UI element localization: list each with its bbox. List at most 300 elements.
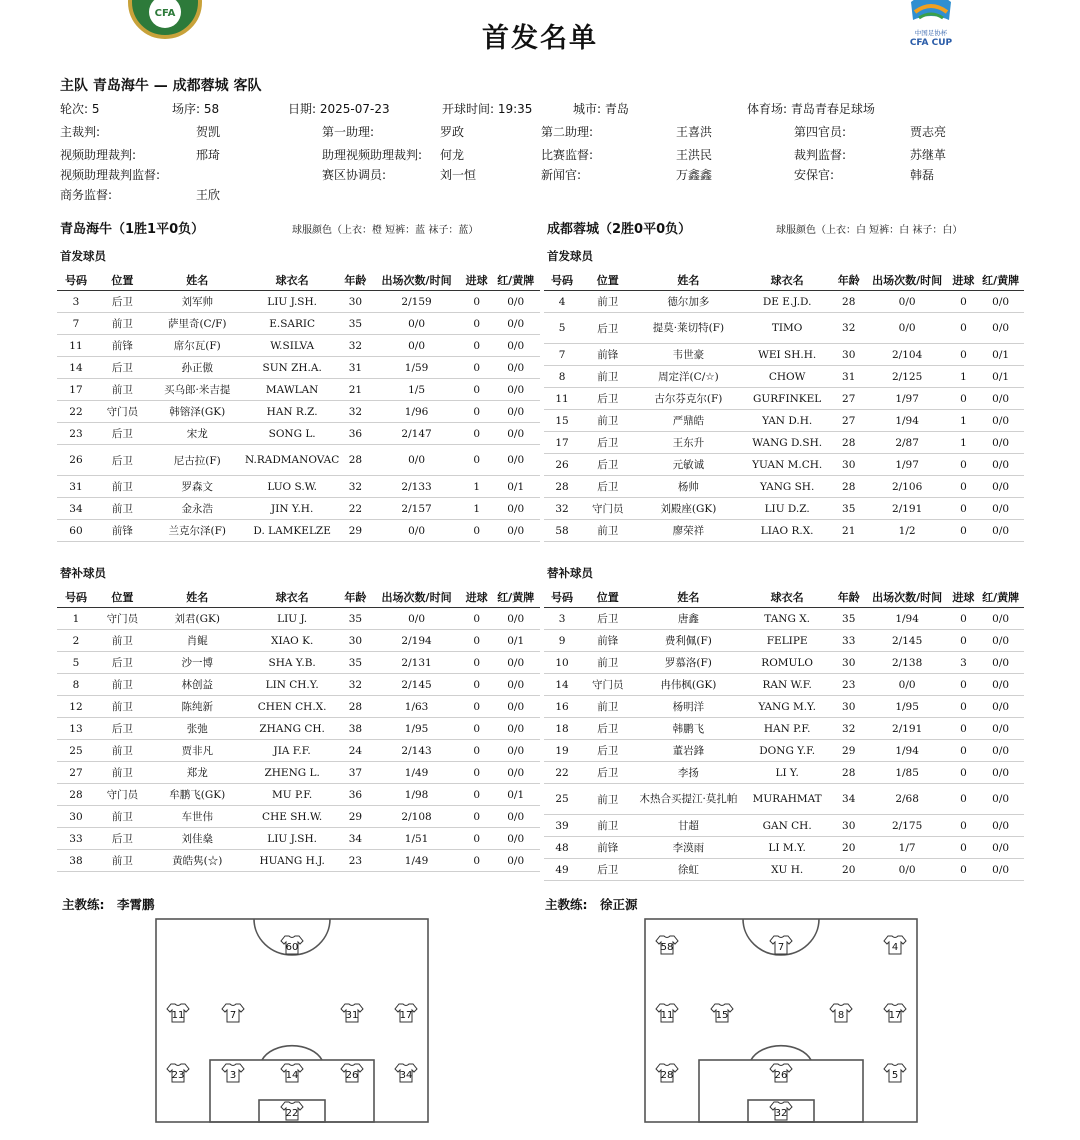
column-header-cards: 红/黄牌 — [977, 270, 1024, 291]
cell-position: 后卫 — [95, 652, 150, 674]
cell-cards: 0/0 — [491, 335, 540, 357]
official-label: 裁判监督: — [794, 148, 847, 162]
cell-goals: 1 — [950, 432, 978, 454]
official-label: 第二助理: — [541, 125, 594, 139]
cell-number: 11 — [57, 335, 95, 357]
cell-position: 守门员 — [580, 498, 635, 520]
cell-goals: 0 — [950, 784, 978, 815]
page-title: 首发名单 — [482, 23, 598, 54]
cell-cards: 0/0 — [977, 476, 1024, 498]
player-shirt-icon — [711, 1004, 733, 1022]
cell-shirt-name: WEI SH.H. — [742, 344, 833, 366]
cell-apps: 2/157 — [371, 498, 462, 520]
table-row — [57, 379, 540, 401]
table-row — [57, 674, 540, 696]
cell-cards: 0/0 — [491, 806, 540, 828]
cell-goals: 0 — [950, 608, 978, 630]
cell-name: 尼古拉(F) — [150, 445, 245, 476]
cell-number: 15 — [544, 410, 580, 432]
cell-number: 10 — [544, 652, 580, 674]
cell-apps: 0/0 — [865, 313, 950, 344]
cell-cards: 0/0 — [491, 313, 540, 335]
cell-shirt-name: JIA F.F. — [245, 740, 340, 762]
cell-age: 29 — [340, 520, 372, 542]
table-row — [544, 388, 1024, 410]
cell-cards: 0/0 — [977, 784, 1024, 815]
cell-name: 刘军帅 — [150, 291, 245, 313]
column-header-position: 位置 — [95, 270, 150, 291]
away-starters-table — [544, 270, 1024, 542]
cell-shirt-name: LIU D.Z. — [742, 498, 833, 520]
column-header-age: 年龄 — [340, 270, 372, 291]
table-row — [57, 401, 540, 423]
cell-shirt-name: GAN CH. — [742, 815, 833, 837]
shirt-number: 28 — [660, 1070, 674, 1081]
cell-name: 张弛 — [150, 718, 245, 740]
cell-position: 后卫 — [95, 445, 150, 476]
cell-position: 前卫 — [95, 674, 150, 696]
official-label: 赛区协调员: — [322, 168, 387, 182]
cell-cards: 0/0 — [977, 454, 1024, 476]
column-header-goals: 进球 — [950, 270, 978, 291]
column-header-name: 姓名 — [635, 587, 741, 608]
cell-shirt-name: LI Y. — [742, 762, 833, 784]
cell-cards: 0/0 — [491, 696, 540, 718]
cell-name: 严鼎皓 — [635, 410, 741, 432]
cell-number: 12 — [57, 696, 95, 718]
cell-name: 车世伟 — [150, 806, 245, 828]
cell-number: 16 — [544, 696, 580, 718]
cell-shirt-name: ROMULO — [742, 652, 833, 674]
cell-shirt-name: LUO S.W. — [245, 476, 340, 498]
column-header-goals: 进球 — [462, 270, 492, 291]
table-row — [57, 476, 540, 498]
table-row — [57, 335, 540, 357]
cell-name: 萨里奇(C/F) — [150, 313, 245, 335]
cell-name: 木热合买提江·莫扎帕 — [635, 784, 741, 815]
cell-apps: 1/5 — [371, 379, 462, 401]
cell-cards: 0/0 — [977, 520, 1024, 542]
cell-shirt-name: SONG L. — [245, 423, 340, 445]
cell-number: 2 — [57, 630, 95, 652]
cell-shirt-name: FELIPE — [742, 630, 833, 652]
table-row — [57, 850, 540, 872]
table-row — [544, 630, 1024, 652]
cell-cards: 0/0 — [491, 498, 540, 520]
kickoff-info: 开球时间: 19:35 — [442, 102, 533, 116]
cell-cards: 0/0 — [491, 357, 540, 379]
cell-position: 后卫 — [580, 388, 635, 410]
cell-age: 27 — [833, 410, 865, 432]
cell-position: 前卫 — [95, 313, 150, 335]
cell-position: 前卫 — [580, 410, 635, 432]
cell-cards: 0/0 — [977, 837, 1024, 859]
table-row — [544, 740, 1024, 762]
cell-position: 守门员 — [580, 674, 635, 696]
cell-position: 后卫 — [580, 313, 635, 344]
cell-name: 董岩鋒 — [635, 740, 741, 762]
cell-age: 32 — [833, 313, 865, 344]
table-row — [57, 357, 540, 379]
cell-cards: 0/0 — [491, 674, 540, 696]
cell-age: 28 — [833, 432, 865, 454]
cell-shirt-name: LIU J. — [245, 608, 340, 630]
cell-position: 后卫 — [580, 859, 635, 881]
column-header-age: 年龄 — [833, 587, 865, 608]
penalty-arc — [262, 1046, 322, 1060]
table-row — [57, 718, 540, 740]
away-coach: 主教练: 徐正源 — [545, 897, 638, 912]
official-value: 万鑫鑫 — [676, 168, 713, 182]
cell-goals: 0 — [950, 674, 978, 696]
cell-apps: 2/175 — [865, 815, 950, 837]
cell-name: 提莫·莱切特(F) — [635, 313, 741, 344]
cell-number: 5 — [57, 652, 95, 674]
cell-name: 冉伟枫(GK) — [635, 674, 741, 696]
cell-cards: 0/0 — [977, 313, 1024, 344]
cell-cards: 0/0 — [977, 291, 1024, 313]
shirt-number: 26 — [345, 1070, 359, 1081]
cell-shirt-name: RAN W.F. — [742, 674, 833, 696]
table-row — [57, 828, 540, 850]
cell-position: 后卫 — [95, 828, 150, 850]
cell-goals: 1 — [462, 498, 492, 520]
table-row — [57, 498, 540, 520]
cell-age: 30 — [833, 815, 865, 837]
cell-number: 7 — [544, 344, 580, 366]
cell-goals: 0 — [462, 379, 492, 401]
home-team-name: 青岛海牛（1胜1平0负） — [60, 222, 205, 237]
player-shirt-icon — [830, 1004, 852, 1022]
cell-shirt-name: XIAO K. — [245, 630, 340, 652]
cell-position: 前锋 — [95, 335, 150, 357]
home-subs-label: 替补球员 — [60, 566, 106, 580]
cell-name: 金永浩 — [150, 498, 245, 520]
cell-name: 宋龙 — [150, 423, 245, 445]
table-row — [544, 762, 1024, 784]
cell-shirt-name: DE E.J.D. — [742, 291, 833, 313]
table-row — [544, 520, 1024, 542]
cell-apps: 0/0 — [865, 291, 950, 313]
cell-age: 30 — [833, 652, 865, 674]
cell-cards: 0/1 — [491, 630, 540, 652]
cell-apps: 2/131 — [371, 652, 462, 674]
sequence-info: 场序: 58 — [172, 102, 220, 116]
cell-cards: 0/1 — [977, 366, 1024, 388]
cell-cards: 0/0 — [491, 445, 540, 476]
shirt-number: 3 — [229, 1070, 237, 1081]
official-label: 第四官员: — [794, 125, 847, 139]
cell-number: 17 — [544, 432, 580, 454]
cell-age: 35 — [833, 498, 865, 520]
cell-age: 28 — [833, 476, 865, 498]
cell-position: 前卫 — [95, 630, 150, 652]
cell-age: 28 — [833, 291, 865, 313]
table-row — [57, 806, 540, 828]
official-value: 刘一恒 — [440, 168, 477, 182]
cell-cards: 0/0 — [491, 762, 540, 784]
cell-name: 罗慕洛(F) — [635, 652, 741, 674]
cell-shirt-name: YANG SH. — [742, 476, 833, 498]
cell-apps: 2/145 — [865, 630, 950, 652]
cell-number: 11 — [544, 388, 580, 410]
column-header-number: 号码 — [544, 270, 580, 291]
cell-age: 32 — [340, 401, 372, 423]
cell-cards: 0/0 — [491, 291, 540, 313]
shirt-number: 60 — [285, 942, 299, 953]
cell-number: 17 — [57, 379, 95, 401]
official-label: 视频助理裁判: — [60, 148, 137, 162]
cell-cards: 0/1 — [491, 476, 540, 498]
column-header-number: 号码 — [57, 587, 95, 608]
column-header-cards: 红/黄牌 — [977, 587, 1024, 608]
cell-apps: 2/108 — [371, 806, 462, 828]
cell-number: 26 — [544, 454, 580, 476]
cell-number: 39 — [544, 815, 580, 837]
player-shirt-icon — [167, 1064, 189, 1082]
cell-goals: 0 — [462, 740, 492, 762]
cell-name: 刘佳燊 — [150, 828, 245, 850]
table-row — [544, 410, 1024, 432]
away-kit-colors: 球服颜色（上衣：白 短裤：白 袜子：白） — [776, 225, 963, 236]
cell-cards: 0/0 — [977, 410, 1024, 432]
cell-apps: 2/191 — [865, 498, 950, 520]
cell-apps: 2/194 — [371, 630, 462, 652]
cell-name: 韦世豪 — [635, 344, 741, 366]
table-header-row — [544, 270, 1024, 291]
table-row — [544, 476, 1024, 498]
cell-cards: 0/0 — [491, 423, 540, 445]
shirt-number: 31 — [345, 1010, 359, 1021]
cell-apps: 1/49 — [371, 762, 462, 784]
cell-goals: 0 — [462, 445, 492, 476]
official-value: 贾志亮 — [910, 125, 947, 139]
cell-apps: 1/98 — [371, 784, 462, 806]
table-row — [57, 313, 540, 335]
table-row — [544, 454, 1024, 476]
away-formation-pitch — [644, 918, 918, 1123]
home-formation-pitch — [155, 918, 429, 1123]
cell-apps: 0/0 — [371, 520, 462, 542]
cell-name: 牟鹏飞(GK) — [150, 784, 245, 806]
cell-position: 前卫 — [95, 806, 150, 828]
cell-number: 33 — [57, 828, 95, 850]
cell-age: 23 — [340, 850, 372, 872]
table-row — [57, 652, 540, 674]
cell-goals: 0 — [462, 608, 492, 630]
cell-name: 肖鲲 — [150, 630, 245, 652]
cell-position: 前锋 — [95, 520, 150, 542]
cell-position: 前卫 — [95, 476, 150, 498]
cell-apps: 1/94 — [865, 740, 950, 762]
cell-age: 34 — [833, 784, 865, 815]
cell-shirt-name: XU H. — [742, 859, 833, 881]
table-row — [544, 696, 1024, 718]
cell-position: 后卫 — [580, 432, 635, 454]
cell-name: 王东升 — [635, 432, 741, 454]
cell-age: 31 — [340, 357, 372, 379]
cell-goals: 0 — [950, 740, 978, 762]
table-row — [544, 366, 1024, 388]
away-team-name: 成都蓉城（2胜0平0负） — [547, 222, 692, 237]
cell-name: 元敏诚 — [635, 454, 741, 476]
shirt-number: 11 — [660, 1010, 674, 1021]
cell-goals: 0 — [950, 454, 978, 476]
column-header-apps: 出场次数/时间 — [865, 587, 950, 608]
player-shirt-icon — [884, 1064, 906, 1082]
column-header-name: 姓名 — [635, 270, 741, 291]
column-header-name: 姓名 — [150, 587, 245, 608]
cell-age: 27 — [833, 388, 865, 410]
player-shirt-icon — [395, 1064, 417, 1082]
cell-cards: 0/0 — [491, 520, 540, 542]
player-shirt-icon — [281, 1102, 303, 1120]
cell-apps: 1/96 — [371, 401, 462, 423]
cell-apps: 1/2 — [865, 520, 950, 542]
cell-name: 兰克尔泽(F) — [150, 520, 245, 542]
cell-apps: 1/95 — [865, 696, 950, 718]
cell-name: 买乌郎·米吉提 — [150, 379, 245, 401]
cell-apps: 0/0 — [371, 335, 462, 357]
cell-apps: 2/138 — [865, 652, 950, 674]
cell-goals: 0 — [950, 630, 978, 652]
cell-shirt-name: MURAHMAT — [742, 784, 833, 815]
shirt-number: 34 — [399, 1070, 413, 1081]
cell-number: 3 — [57, 291, 95, 313]
cell-shirt-name: CHOW — [742, 366, 833, 388]
player-shirt-icon — [281, 1064, 303, 1082]
table-header-row — [544, 587, 1024, 608]
official-label: 新闻官: — [541, 168, 582, 182]
cell-shirt-name: CHEN CH.X. — [245, 696, 340, 718]
home-coach: 主教练: 李霄鹏 — [62, 897, 155, 912]
cell-age: 20 — [833, 859, 865, 881]
cell-position: 前卫 — [580, 815, 635, 837]
cell-shirt-name: D. LAMKELZE — [245, 520, 340, 542]
shirt-number: 58 — [660, 942, 674, 953]
official-value: 邢琦 — [196, 148, 221, 162]
penalty-arc — [751, 1046, 811, 1060]
column-header-age: 年龄 — [833, 270, 865, 291]
cell-goals: 0 — [950, 344, 978, 366]
cell-position: 后卫 — [95, 357, 150, 379]
cell-goals: 0 — [462, 696, 492, 718]
cell-name: 席尔瓦(F) — [150, 335, 245, 357]
cell-position: 前卫 — [95, 850, 150, 872]
player-shirt-icon — [222, 1004, 244, 1022]
home-starters-table — [57, 270, 540, 542]
cell-apps: 2/106 — [865, 476, 950, 498]
cell-name: 廖荣祥 — [635, 520, 741, 542]
cell-shirt-name: YUAN M.CH. — [742, 454, 833, 476]
cell-shirt-name: LIAO R.X. — [742, 520, 833, 542]
cell-name: 林创益 — [150, 674, 245, 696]
cell-age: 31 — [833, 366, 865, 388]
cell-cards: 0/0 — [977, 740, 1024, 762]
cell-age: 37 — [340, 762, 372, 784]
cell-apps: 0/0 — [371, 445, 462, 476]
cell-shirt-name: E.SARIC — [245, 313, 340, 335]
cell-position: 后卫 — [580, 608, 635, 630]
cell-cards: 0/0 — [491, 401, 540, 423]
column-header-number: 号码 — [544, 587, 580, 608]
cell-goals: 0 — [462, 674, 492, 696]
cell-age: 28 — [833, 762, 865, 784]
cell-apps: 2/133 — [371, 476, 462, 498]
cell-goals: 0 — [462, 291, 492, 313]
home-subs-table — [57, 587, 540, 872]
cell-name: 费利佩(F) — [635, 630, 741, 652]
column-header-number: 号码 — [57, 270, 95, 291]
cell-apps: 2/145 — [371, 674, 462, 696]
table-row — [57, 630, 540, 652]
cell-goals: 3 — [950, 652, 978, 674]
cell-number: 58 — [544, 520, 580, 542]
column-header-shirt-name: 球衣名 — [742, 270, 833, 291]
player-shirt-icon — [656, 936, 678, 954]
player-shirt-icon — [884, 1004, 906, 1022]
date-info: 日期: 2025-07-23 — [288, 102, 390, 116]
cell-goals: 0 — [462, 423, 492, 445]
cell-shirt-name: YAN D.H. — [742, 410, 833, 432]
table-row — [57, 291, 540, 313]
cell-age: 32 — [833, 718, 865, 740]
cell-goals: 0 — [462, 401, 492, 423]
cell-apps: 2/191 — [865, 718, 950, 740]
cell-cards: 0/0 — [977, 762, 1024, 784]
cell-number: 8 — [544, 366, 580, 388]
player-shirt-icon — [281, 936, 303, 954]
cell-cards: 0/0 — [491, 608, 540, 630]
cell-position: 后卫 — [95, 423, 150, 445]
cell-age: 30 — [833, 454, 865, 476]
cell-shirt-name: ZHANG CH. — [245, 718, 340, 740]
cell-goals: 0 — [950, 762, 978, 784]
table-row — [544, 837, 1024, 859]
cell-name: 刘殿座(GK) — [635, 498, 741, 520]
cell-goals: 0 — [462, 828, 492, 850]
cell-name: 甘超 — [635, 815, 741, 837]
cell-age: 38 — [340, 718, 372, 740]
column-header-apps: 出场次数/时间 — [371, 270, 462, 291]
table-row — [544, 718, 1024, 740]
cell-number: 8 — [57, 674, 95, 696]
cell-position: 前卫 — [580, 652, 635, 674]
cell-age: 33 — [833, 630, 865, 652]
shirt-number: 4 — [891, 942, 899, 953]
player-shirt-icon — [770, 1064, 792, 1082]
cell-age: 30 — [340, 630, 372, 652]
cell-age: 29 — [340, 806, 372, 828]
player-shirt-icon — [656, 1004, 678, 1022]
cell-cards: 0/0 — [977, 630, 1024, 652]
cell-apps: 1/59 — [371, 357, 462, 379]
cell-age: 28 — [340, 445, 372, 476]
table-row — [544, 291, 1024, 313]
cell-position: 后卫 — [580, 740, 635, 762]
shirt-number: 8 — [837, 1010, 845, 1021]
cell-apps: 1/85 — [865, 762, 950, 784]
cell-age: 24 — [340, 740, 372, 762]
cell-position: 后卫 — [580, 762, 635, 784]
cell-goals: 0 — [462, 357, 492, 379]
table-header-row — [57, 270, 540, 291]
cell-apps: 1/95 — [371, 718, 462, 740]
cell-shirt-name: HAN R.Z. — [245, 401, 340, 423]
cell-number: 48 — [544, 837, 580, 859]
cell-number: 23 — [57, 423, 95, 445]
player-shirt-icon — [770, 936, 792, 954]
